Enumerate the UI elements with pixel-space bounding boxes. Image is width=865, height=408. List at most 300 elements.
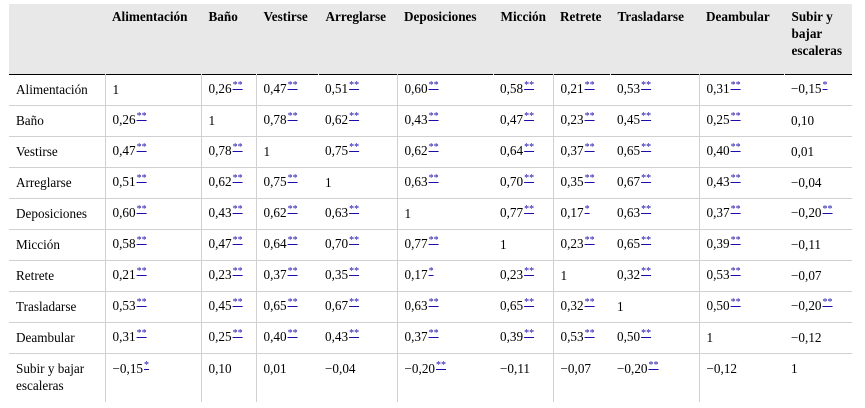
table-cell (397, 105, 493, 136)
significance-link[interactable]: ** (730, 80, 741, 91)
cell-value: 0,45 (208, 298, 232, 313)
cell-value: 0,45 (617, 112, 641, 127)
cell-value: 0,37 (404, 329, 428, 344)
significance-link[interactable]: ** (349, 80, 360, 91)
table-cell (318, 260, 397, 291)
table-cell (256, 74, 318, 105)
cell-value: 0,77 (404, 236, 428, 251)
table-cell (553, 229, 610, 260)
cell-value: 0,25 (208, 329, 232, 344)
significance-link[interactable]: ** (349, 297, 360, 308)
significance-link[interactable]: ** (287, 80, 298, 91)
significance-link[interactable]: ** (136, 111, 147, 122)
column-header: Deposiciones (397, 4, 493, 74)
cell-value: 0,26 (208, 81, 232, 96)
cell-value: 0,37 (263, 267, 287, 282)
table-cell (784, 74, 852, 105)
row-label: Alimentación (9, 74, 105, 105)
table-cell (256, 105, 318, 136)
cell-value: 1 (112, 82, 120, 97)
cell-value: 0,50 (706, 298, 730, 313)
significance-link[interactable]: ** (641, 204, 652, 215)
significance-link[interactable]: ** (524, 328, 535, 339)
significance-link[interactable]: ** (730, 111, 741, 122)
table-cell (699, 322, 784, 353)
cell-value: 0,78 (263, 112, 287, 127)
table-cell (318, 105, 397, 136)
cell-value: 0,32 (617, 267, 641, 282)
cell-value: 0,23 (208, 267, 232, 282)
significance-link[interactable]: ** (232, 204, 243, 215)
table-cell (784, 167, 852, 198)
table-cell (201, 74, 256, 105)
table-cell (318, 74, 397, 105)
table-cell (105, 74, 201, 105)
cell-value: −0,15 (112, 360, 144, 376)
significance-link[interactable]: ** (232, 173, 243, 184)
cell-value: −0,20 (404, 360, 436, 376)
cell-value: 0,23 (560, 112, 584, 127)
column-header: Micción (493, 4, 553, 74)
cell-value: 1 (208, 113, 216, 128)
cell-value: 1 (560, 268, 568, 283)
table-cell (318, 322, 397, 353)
table-cell (256, 291, 318, 322)
cell-value: 0,65 (617, 236, 641, 251)
table-cell (397, 322, 493, 353)
significance-link[interactable]: ** (584, 297, 595, 308)
table-cell (784, 136, 852, 167)
table-cell (397, 167, 493, 198)
cell-value: 0,51 (325, 81, 349, 96)
significance-link[interactable]: ** (287, 235, 298, 246)
table-cell (699, 198, 784, 229)
cell-value: 0,70 (325, 236, 349, 251)
significance-link[interactable]: * (144, 359, 150, 371)
cell-value: 0,63 (404, 298, 428, 313)
cell-value: 0,63 (404, 174, 428, 189)
table-cell (397, 74, 493, 105)
significance-link[interactable]: ** (730, 142, 741, 153)
table-cell (699, 291, 784, 322)
table-cell (105, 260, 201, 291)
table-cell (256, 260, 318, 291)
significance-link[interactable]: ** (428, 173, 439, 184)
table-cell (699, 74, 784, 105)
cell-value: 0,17 (560, 205, 584, 220)
cell-value: 0,63 (325, 205, 349, 220)
cell-value: 0,47 (263, 81, 287, 96)
significance-link[interactable]: * (584, 204, 590, 215)
row-label: Trasladarse (9, 291, 105, 322)
column-header: Trasladarse (610, 4, 699, 74)
cell-value: 0,53 (112, 298, 136, 313)
significance-link[interactable]: ** (641, 328, 652, 339)
table-cell (105, 291, 201, 322)
cell-value: 0,26 (112, 112, 136, 127)
cell-value: 0,60 (404, 81, 428, 96)
table-cell (256, 136, 318, 167)
significance-link[interactable]: ** (232, 80, 243, 91)
row-label: Retrete (9, 260, 105, 291)
table-row (9, 74, 852, 105)
significance-link[interactable]: ** (349, 266, 360, 277)
cell-value: 0,50 (617, 329, 641, 344)
significance-link[interactable]: ** (524, 111, 535, 122)
cell-value: 0,35 (560, 174, 584, 189)
cell-value: 0,01 (263, 360, 287, 376)
table-cell (493, 291, 553, 322)
significance-link[interactable]: ** (287, 111, 298, 122)
significance-link[interactable]: ** (641, 266, 652, 277)
cell-value: −0,11 (500, 360, 531, 376)
cell-value: 0,51 (112, 174, 136, 189)
cell-value: 0,31 (112, 329, 136, 344)
significance-link[interactable]: ** (428, 111, 439, 122)
significance-link[interactable]: ** (428, 235, 439, 246)
table-cell (318, 291, 397, 322)
table-cell (610, 74, 699, 105)
significance-link[interactable]: ** (232, 266, 243, 277)
table-cell (699, 260, 784, 291)
table-cell (256, 167, 318, 198)
cell-value: −0,07 (560, 360, 592, 376)
significance-link[interactable]: ** (428, 142, 439, 153)
cell-value: 0,78 (208, 143, 232, 158)
cell-value: 0,43 (404, 112, 428, 127)
table-cell (256, 198, 318, 229)
cell-value: −0,12 (791, 330, 822, 345)
cell-value: 0,65 (263, 298, 287, 313)
cell-value: −0,20 (617, 360, 648, 376)
table-cell (610, 353, 699, 402)
table-cell (553, 353, 610, 402)
significance-link[interactable]: ** (730, 204, 741, 215)
cell-value: 0,67 (325, 298, 349, 313)
significance-link[interactable]: ** (232, 142, 243, 153)
cell-value: 0,64 (500, 143, 524, 158)
table-cell (397, 229, 493, 260)
row-label: Micción (9, 229, 105, 260)
cell-value: 1 (617, 299, 624, 314)
table-cell (610, 198, 699, 229)
table-body (9, 74, 852, 402)
table-cell (493, 353, 553, 402)
cell-value: 0,65 (617, 143, 641, 158)
cell-value: 0,53 (560, 329, 584, 344)
table-cell (553, 105, 610, 136)
table-cell (493, 167, 553, 198)
cell-value: 0,62 (325, 112, 349, 127)
row-label: Deposiciones (9, 198, 105, 229)
cell-value: 0,77 (500, 205, 524, 220)
significance-link[interactable]: ** (428, 328, 439, 339)
table-cell (784, 291, 852, 322)
significance-link[interactable]: ** (730, 266, 741, 277)
significance-link[interactable]: ** (287, 328, 298, 339)
table-row (9, 322, 852, 353)
cell-value: 0,75 (325, 143, 349, 158)
cell-value: 0,40 (263, 329, 287, 344)
cell-value: 0,37 (560, 143, 584, 158)
cell-value: 0,67 (617, 174, 641, 189)
table-cell (699, 353, 784, 402)
significance-link[interactable]: ** (641, 80, 652, 91)
cell-value: 0,23 (560, 236, 584, 251)
significance-link[interactable]: ** (136, 142, 147, 153)
table-row (9, 229, 852, 260)
table-cell (318, 198, 397, 229)
cell-value: 1 (706, 330, 714, 345)
table-cell (105, 198, 201, 229)
cell-value: 0,53 (617, 81, 641, 96)
cell-value: 0,37 (706, 205, 730, 220)
column-header: Alimentación (105, 4, 201, 74)
table-cell (201, 198, 256, 229)
significance-link[interactable]: ** (584, 235, 595, 246)
significance-link[interactable]: ** (232, 328, 243, 339)
cell-value: 0,40 (706, 143, 730, 158)
table-cell (610, 136, 699, 167)
table-cell (493, 105, 553, 136)
table-row (9, 167, 852, 198)
significance-link[interactable]: ** (584, 173, 595, 184)
column-header: Deambular (699, 4, 784, 74)
column-header: Baño (201, 4, 256, 74)
table-cell (105, 353, 201, 402)
table-cell (610, 291, 699, 322)
significance-link[interactable]: ** (136, 328, 147, 339)
cell-value: 0,60 (112, 205, 136, 220)
table-cell (318, 229, 397, 260)
table-row (9, 260, 852, 291)
significance-link[interactable]: ** (730, 173, 741, 184)
column-header: Retrete (553, 4, 610, 74)
table-cell (610, 105, 699, 136)
table-cell (610, 167, 699, 198)
row-label: Deambular (9, 322, 105, 353)
header-corner (9, 4, 105, 74)
significance-link[interactable]: ** (136, 235, 147, 246)
significance-link[interactable]: ** (524, 80, 535, 91)
table-cell (201, 167, 256, 198)
table-cell (610, 322, 699, 353)
significance-link[interactable]: ** (136, 173, 147, 184)
significance-link[interactable]: ** (641, 111, 652, 122)
table-cell (784, 353, 852, 402)
table-cell (610, 229, 699, 260)
table-cell (553, 74, 610, 105)
table-cell (553, 198, 610, 229)
table-cell (397, 291, 493, 322)
cell-value: 0,10 (791, 113, 815, 128)
cell-value: 0,39 (500, 329, 524, 344)
table-cell (105, 136, 201, 167)
significance-link[interactable]: ** (524, 142, 535, 153)
significance-link[interactable]: ** (524, 173, 535, 184)
table-cell (784, 229, 852, 260)
table-cell (201, 322, 256, 353)
significance-link[interactable]: ** (349, 328, 360, 339)
significance-link[interactable]: ** (524, 204, 535, 215)
table-row (9, 198, 852, 229)
cell-value: 0,63 (617, 205, 641, 220)
cell-value: 0,23 (500, 267, 524, 282)
table-cell (201, 260, 256, 291)
significance-link[interactable]: * (822, 80, 828, 91)
cell-value: 0,32 (560, 298, 584, 313)
significance-link[interactable]: ** (584, 328, 595, 339)
table-cell (105, 229, 201, 260)
cell-value: 0,31 (706, 81, 730, 96)
significance-link[interactable]: ** (648, 359, 659, 371)
significance-link[interactable]: ** (584, 111, 595, 122)
cell-value: 1 (325, 175, 332, 190)
significance-link[interactable]: ** (349, 204, 360, 215)
row-label: Arreglarse (9, 167, 105, 198)
cell-value: 0,58 (500, 81, 524, 96)
cell-value: 0,39 (706, 236, 730, 251)
column-header: Arreglarse (318, 4, 397, 74)
cell-value: 0,62 (208, 174, 232, 189)
table-cell (201, 353, 256, 402)
cell-value: 0,65 (500, 298, 524, 313)
correlation-table (9, 4, 852, 402)
table-cell (201, 291, 256, 322)
cell-value: 0,17 (404, 267, 428, 282)
significance-link[interactable]: ** (287, 266, 298, 277)
cell-value: 0,21 (560, 81, 584, 96)
table-cell (256, 353, 318, 402)
significance-link[interactable]: ** (730, 297, 741, 308)
cell-value: 1 (263, 144, 271, 159)
cell-value: 0,47 (208, 236, 232, 251)
cell-value: −0,20 (791, 298, 822, 313)
table-cell (105, 167, 201, 198)
significance-link[interactable]: ** (428, 80, 439, 91)
table-cell (699, 136, 784, 167)
table-cell (553, 291, 610, 322)
table-cell (318, 353, 397, 402)
cell-value: 0,01 (791, 144, 815, 159)
significance-link[interactable]: ** (349, 142, 360, 153)
table-cell (201, 229, 256, 260)
significance-link[interactable]: ** (641, 173, 652, 184)
table-cell (553, 260, 610, 291)
cell-value: −0,12 (706, 360, 738, 376)
table-row (9, 136, 852, 167)
cell-value: 0,21 (112, 267, 136, 282)
cell-value: 0,35 (325, 267, 349, 282)
significance-link[interactable]: ** (287, 297, 298, 308)
cell-value: 0,70 (500, 174, 524, 189)
table-cell (397, 136, 493, 167)
table-cell (201, 105, 256, 136)
table-cell (256, 229, 318, 260)
significance-link[interactable]: * (428, 266, 434, 277)
significance-link[interactable]: ** (136, 297, 147, 308)
table-cell (201, 136, 256, 167)
cell-value: 1 (500, 237, 507, 252)
header-row (9, 4, 852, 74)
significance-link[interactable]: ** (822, 204, 833, 215)
significance-link[interactable]: ** (730, 235, 741, 246)
cell-value: 0,53 (706, 267, 730, 282)
table-cell (493, 229, 553, 260)
table-cell (105, 322, 201, 353)
cell-value: 0,47 (500, 112, 524, 127)
table-header (9, 4, 852, 74)
cell-value: 0,64 (263, 236, 287, 251)
table-cell (610, 260, 699, 291)
significance-link[interactable]: ** (436, 359, 447, 371)
cell-value: 1 (404, 206, 412, 221)
table-cell (784, 105, 852, 136)
significance-link[interactable]: ** (232, 297, 243, 308)
cell-value: 0,47 (112, 143, 136, 158)
table-cell (553, 136, 610, 167)
significance-link[interactable]: ** (641, 142, 652, 153)
table-cell (699, 229, 784, 260)
significance-link[interactable]: ** (136, 204, 147, 215)
cell-value: 0,58 (112, 236, 136, 251)
cell-value: 0,62 (263, 205, 287, 220)
table-row (9, 105, 852, 136)
significance-link[interactable]: ** (584, 142, 595, 153)
significance-link[interactable]: ** (287, 204, 298, 215)
table-cell (105, 105, 201, 136)
cell-value: −0,07 (791, 268, 822, 283)
table-row (9, 291, 852, 322)
significance-link[interactable]: ** (524, 266, 535, 277)
table-cell (397, 353, 493, 402)
column-header: Subir y bajar escaleras (784, 4, 852, 74)
cell-value: −0,04 (791, 175, 822, 190)
table-cell (699, 105, 784, 136)
table-row (9, 353, 852, 402)
significance-link[interactable]: ** (641, 235, 652, 246)
row-label: Baño (9, 105, 105, 136)
column-header: Vestirse (256, 4, 318, 74)
table-cell (397, 198, 493, 229)
row-label: Subir y bajar escaleras (16, 360, 85, 393)
table-cell (784, 198, 852, 229)
cell-value: 0,10 (208, 360, 232, 376)
table-cell (784, 260, 852, 291)
significance-link[interactable]: ** (232, 235, 243, 246)
table-cell (493, 260, 553, 291)
table-cell (397, 260, 493, 291)
significance-link[interactable]: ** (349, 111, 360, 122)
cell-value: 0,43 (208, 205, 232, 220)
table-cell (784, 322, 852, 353)
cell-value: 0,43 (325, 329, 349, 344)
significance-link[interactable]: ** (428, 297, 439, 308)
table-cell (318, 136, 397, 167)
cell-value: 1 (791, 360, 798, 376)
significance-link[interactable]: ** (287, 173, 298, 184)
significance-link[interactable]: ** (822, 297, 833, 308)
significance-link[interactable]: ** (136, 266, 147, 277)
cell-value: −0,04 (325, 360, 356, 376)
table-cell (493, 322, 553, 353)
cell-value: 0,75 (263, 174, 287, 189)
cell-value: −0,20 (791, 205, 822, 220)
significance-link[interactable]: ** (349, 235, 360, 246)
significance-link[interactable]: ** (584, 80, 595, 91)
significance-link[interactable]: ** (524, 297, 535, 308)
table-cell (553, 167, 610, 198)
